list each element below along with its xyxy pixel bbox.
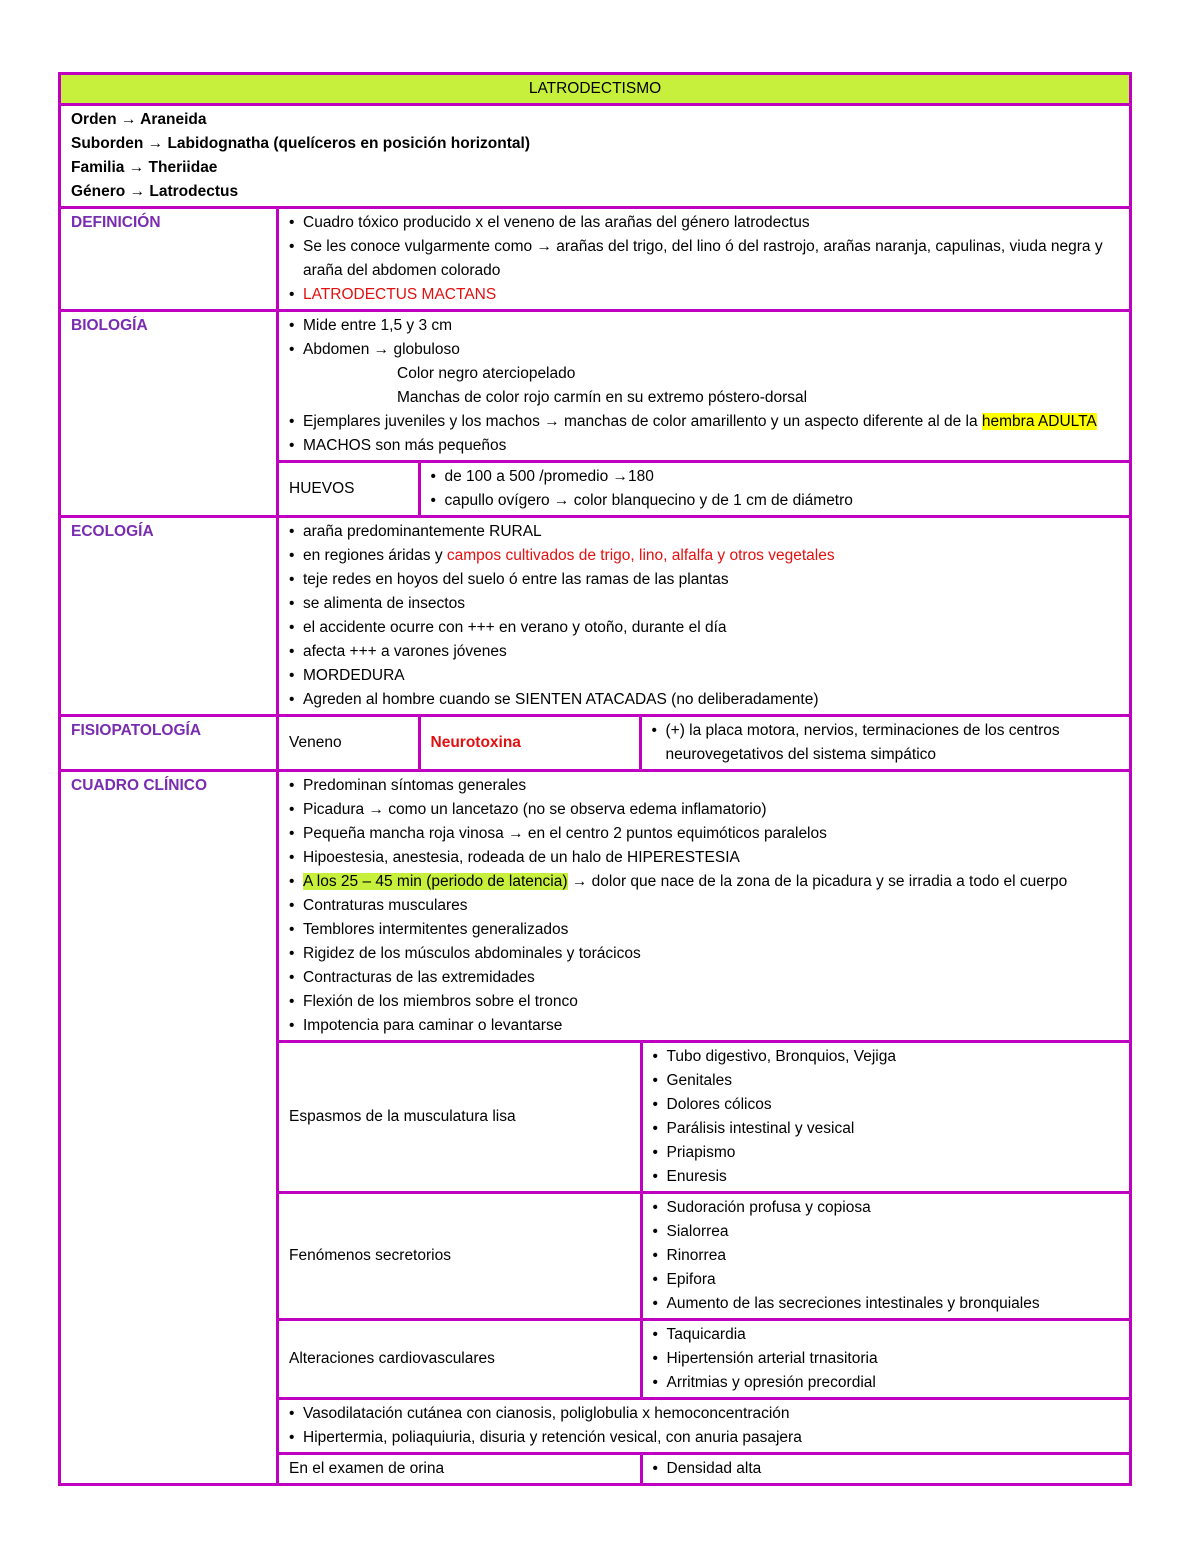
list-item: • (+) la placa motora, nervios, terminaciones de los centros neurovegetativos del sistema simpático bbox=[652, 719, 1120, 767]
cardio-label: Alteraciones cardiovasculares bbox=[279, 1320, 641, 1399]
list-item: • Temblores intermitentes generalizados bbox=[289, 918, 1119, 942]
list-item: • Aumento de las secreciones intestinales y bronquiales bbox=[653, 1292, 1120, 1316]
section-label-fisiopatologia: FISIOPATOLOGÍA bbox=[60, 716, 278, 771]
biologia-content bbox=[278, 311, 1131, 517]
list-item: • Contraturas musculares bbox=[289, 894, 1119, 918]
neurotoxina-action bbox=[640, 717, 1129, 769]
ecologia-content bbox=[278, 517, 1131, 716]
espasmos-list bbox=[641, 1042, 1129, 1193]
list-item: • Agreden al hombre cuando se SIENTEN ATACADAS (no deliberadamente) bbox=[289, 688, 1119, 712]
list-item: • en regiones áridas y campos cultivados de trigo, lino, alfalfa y otros vegetales bbox=[289, 544, 1119, 568]
list-item: • Sudoración profusa y copiosa bbox=[653, 1196, 1120, 1220]
list-item: • afecta +++ a varones jóvenes bbox=[289, 640, 1119, 664]
list-item: • Predominan síntomas generales bbox=[289, 774, 1119, 798]
list-item: • Picadura → como un lancetazo (no se observa edema inflamatorio) bbox=[289, 798, 1119, 822]
cardio-list bbox=[641, 1320, 1129, 1399]
secretorios-label: Fenómenos secretorios bbox=[279, 1193, 641, 1320]
secretorios-list bbox=[641, 1193, 1129, 1320]
neurotoxina-label: Neurotoxina bbox=[419, 717, 640, 769]
abdomen-detail: Manchas de color rojo carmín en su extremo póstero-dorsal bbox=[397, 389, 808, 406]
list-item: • Sialorrea bbox=[653, 1220, 1120, 1244]
taxonomy-familia: Familia → Theriidae bbox=[71, 159, 218, 176]
list-item: • el accidente ocurre con +++ en verano y otoño, durante el día bbox=[289, 616, 1119, 640]
espasmos-label: Espasmos de la musculatura lisa bbox=[279, 1042, 641, 1193]
taxonomy-genero: Género → Latrodectus bbox=[71, 183, 239, 200]
section-label-biologia: BIOLOGÍA bbox=[60, 311, 278, 517]
list-item: • Hipertermia, poliaquiuria, disuria y retención vesical, con anuria pasajera bbox=[289, 1426, 1119, 1450]
huevos-content bbox=[419, 462, 1129, 516]
list-item: • Parálisis intestinal y vesical bbox=[653, 1117, 1120, 1141]
list-item: • Taquicardia bbox=[653, 1323, 1120, 1347]
list-item: • teje redes en hoyos del suelo ó entre las ramas de las plantas bbox=[289, 568, 1119, 592]
orina-label: En el examen de orina bbox=[279, 1454, 641, 1484]
list-item: • A los 25 – 45 min (periodo de latencia) → dolor que nace de la zona de la picadura y se irradia a todo el cuerpo bbox=[289, 870, 1119, 894]
huevos-label: HUEVOS bbox=[279, 462, 419, 516]
list-item: • Tubo digestivo, Bronquios, Vejiga bbox=[653, 1045, 1120, 1069]
taxonomy-suborden: Suborden → Labidognatha (quelíceros en posición horizontal) bbox=[71, 135, 530, 152]
cuadro-clinico-content bbox=[278, 771, 1131, 1485]
list-item: • Rigidez de los músculos abdominales y torácicos bbox=[289, 942, 1119, 966]
latency-highlight: A los 25 – 45 min (periodo de latencia) bbox=[303, 873, 568, 890]
list-item: • Genitales bbox=[653, 1069, 1120, 1093]
section-label-ecologia: ECOLOGÍA bbox=[60, 517, 278, 716]
latrodectismo-table bbox=[58, 72, 1132, 1486]
list-item: • Pequeña mancha roja vinosa → en el centro 2 puntos equimóticos paralelos bbox=[289, 822, 1119, 846]
list-item: • capullo ovígero → color blanquecino y de 1 cm de diámetro bbox=[431, 489, 1120, 513]
list-item: • Cuadro tóxico producido x el veneno de las arañas del género latrodectus bbox=[289, 211, 1119, 235]
fisiopatologia-content bbox=[278, 716, 1131, 771]
list-item: • Flexión de los miembros sobre el tronco bbox=[289, 990, 1119, 1014]
list-item: • MACHOS son más pequeños bbox=[289, 434, 1119, 458]
list-item: • Dolores cólicos bbox=[653, 1093, 1120, 1117]
definicion-content bbox=[278, 208, 1131, 311]
list-item: • se alimenta de insectos bbox=[289, 592, 1119, 616]
list-item: • Epifora bbox=[653, 1268, 1120, 1292]
list-item: • Vasodilatación cutánea con cianosis, poliglobulia x hemoconcentración bbox=[289, 1402, 1119, 1426]
table-title: LATRODECTISMO bbox=[60, 74, 1131, 105]
otros-sintomas bbox=[279, 1399, 1129, 1454]
list-item: • Hipoestesia, anestesia, rodeada de un halo de HIPERESTESIA bbox=[289, 846, 1119, 870]
red-text: campos cultivados de trigo, lino, alfalfa y otros vegetales bbox=[446, 547, 835, 564]
list-item bbox=[289, 283, 1119, 307]
list-item: • de 100 a 500 /promedio →180 bbox=[431, 465, 1120, 489]
list-item: • Abdomen → globuloso bbox=[289, 338, 1119, 362]
orina-result bbox=[641, 1454, 1129, 1484]
highlight-text: hembra ADULTA bbox=[981, 413, 1097, 430]
list-item: • Mide entre 1,5 y 3 cm bbox=[289, 314, 1119, 338]
list-item: • araña predominantemente RURAL bbox=[289, 520, 1119, 544]
list-item: • Ejemplares juveniles y los machos → manchas de color amarillento y un aspecto diferente al de la hembra ADULTA bbox=[289, 410, 1119, 434]
section-label-definicion: DEFINICIÓN bbox=[60, 208, 278, 311]
list-item: • Enuresis bbox=[653, 1165, 1120, 1189]
species-name: LATRODECTUS MACTANS bbox=[303, 286, 497, 303]
list-item: • Densidad alta bbox=[653, 1457, 1120, 1481]
abdomen-detail: Color negro aterciopelado bbox=[397, 365, 576, 382]
list-item: • Contracturas de las extremidades bbox=[289, 966, 1119, 990]
list-item: • Hipertensión arterial trnasitoria bbox=[653, 1347, 1120, 1371]
list-item: • Impotencia para caminar o levantarse bbox=[289, 1014, 1119, 1038]
list-item: • Se les conoce vulgarmente como → arañas del trigo, del lino ó del rastrojo, arañas naranja, capulinas, viuda negra y araña del abdomen colorado bbox=[289, 235, 1119, 283]
list-item: • MORDEDURA bbox=[289, 664, 1119, 688]
section-label-cuadro-clinico: CUADRO CLÍNICO bbox=[60, 771, 278, 1485]
taxonomy-cell bbox=[60, 105, 1131, 208]
list-item: • Arritmias y opresión precordial bbox=[653, 1371, 1120, 1395]
list-item: • Rinorrea bbox=[653, 1244, 1120, 1268]
taxonomy-orden: Orden → Araneida bbox=[71, 111, 207, 128]
list-item: • Priapismo bbox=[653, 1141, 1120, 1165]
veneno-label: Veneno bbox=[289, 734, 342, 751]
